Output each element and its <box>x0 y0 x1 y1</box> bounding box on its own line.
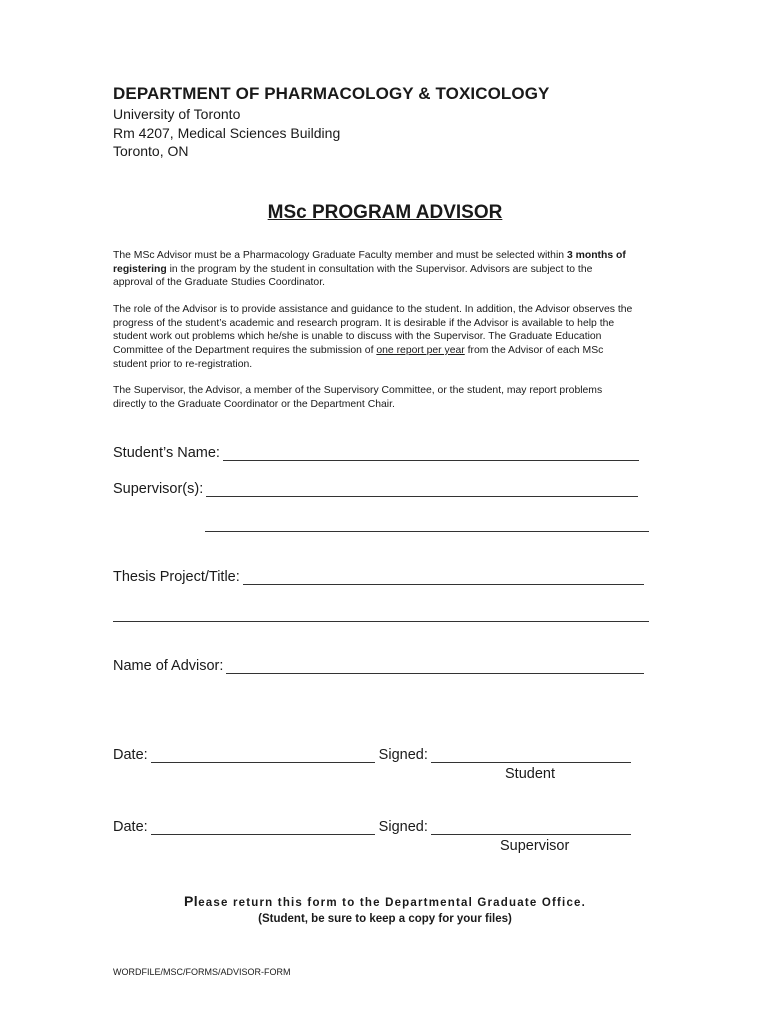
supervisors-input-line-2[interactable] <box>205 530 649 532</box>
student-signature-row <box>113 747 631 763</box>
student-name-label: Student’s Name: <box>113 445 220 461</box>
form-title: MSc PROGRAM ADVISOR <box>267 202 503 223</box>
supervisors-field <box>113 481 638 497</box>
copy-note: (Student, be sure to keep a copy for your files) <box>258 913 512 925</box>
address-line-city: Toronto, ON <box>113 143 189 159</box>
date-label: Date: <box>113 747 148 763</box>
report-frequency-emphasis: one report per year <box>376 345 465 357</box>
return-instruction: Please return this form to the Departmental Graduate Office. <box>183 893 587 909</box>
student-name-input-line[interactable] <box>223 446 639 461</box>
thesis-label: Thesis Project/Title: <box>113 569 240 585</box>
signed-label: Signed: <box>378 819 428 835</box>
supervisor-date-input-line[interactable] <box>151 820 375 835</box>
address-line-university: University of Toronto <box>113 106 241 122</box>
supervisors-input-line[interactable] <box>206 482 638 497</box>
supervisors-label: Supervisor(s): <box>113 481 204 497</box>
paragraph-advisor-role: The role of the Advisor is to provide assistance and guidance to the student. In addition, the Advisor observes the progress of the student’s academic and research program. It is desirable if the Advisor is available to help the student work out problems which he/she is unable to discuss with the Supervisor. The Graduate Education Committee of the Department requires the submission of one report per year from the Advisor of each MSc student prior to re-registration. <box>113 304 633 370</box>
thesis-input-line[interactable] <box>243 570 644 585</box>
supervisor-caption: Supervisor <box>500 838 570 854</box>
advisor-name-label: Name of Advisor: <box>113 658 224 674</box>
supervisor-signature-input-line[interactable] <box>431 820 631 835</box>
address-line-room: Rm 4207, Medical Sciences Building <box>113 125 341 141</box>
advisor-name-input-line[interactable] <box>226 659 644 674</box>
paragraph-reporting: The Supervisor, the Advisor, a member of the Supervisory Committee, or the student, may report problems directly to the Graduate Coordinator or the Department Chair. <box>113 385 603 410</box>
signed-label: Signed: <box>378 747 428 763</box>
advisor-name-field <box>113 658 644 674</box>
thesis-input-line-2[interactable] <box>113 620 649 622</box>
supervisor-signature-row <box>113 819 631 835</box>
student-name-field <box>113 445 639 461</box>
student-date-input-line[interactable] <box>151 748 375 763</box>
student-caption: Student <box>505 766 555 782</box>
date-label: Date: <box>113 819 148 835</box>
department-heading: DEPARTMENT OF PHARMACOLOGY & TOXICOLOGY <box>113 84 550 103</box>
paragraph-advisor-selection: The MSc Advisor must be a Pharmacology Graduate Faculty member and must be selected within 3 months of registering in the program by the student in consultation with the Supervisor. Advisors are subject to the approval of the Graduate Studies Coordinator. <box>113 250 626 289</box>
file-code: WORDFILE/MSC/FORMS/ADVISOR-FORM <box>113 967 291 977</box>
deadline-emphasis: 3 months of registering <box>113 250 626 275</box>
student-signature-input-line[interactable] <box>431 748 631 763</box>
thesis-field <box>113 569 644 585</box>
